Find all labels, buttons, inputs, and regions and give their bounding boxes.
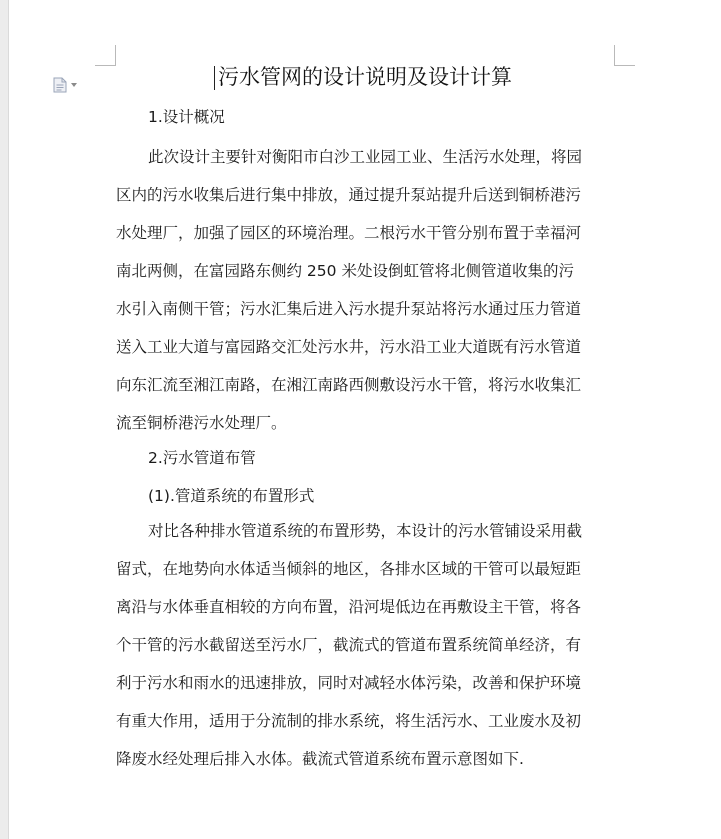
- document-line[interactable]: 利于污水和雨水的迅速排放，同时对减轻水体污染，改善和保护环境: [116, 674, 582, 692]
- document-paragraph-icon: [53, 77, 67, 93]
- document-line[interactable]: 离沿与水体垂直相较的方向布置，沿河堤低边在再敷设主干管，将各: [116, 598, 582, 616]
- document-line[interactable]: (1).管道系统的布置形式: [148, 487, 315, 505]
- document-line[interactable]: 降废水经处理后排入水体。截流式管道系统布置示意图如下.: [116, 750, 524, 768]
- document-line[interactable]: 水处理厂，加强了园区的环境治理。二根污水干管分别布置于幸福河: [116, 224, 582, 242]
- document-line[interactable]: 区内的污水收集后进行集中排放，通过提升泵站提升后送到铜桥港污: [116, 186, 582, 204]
- left-scroll-strip: [0, 0, 9, 839]
- document-line[interactable]: 流至铜桥港污水处理厂。: [116, 414, 287, 432]
- chevron-down-icon: [71, 83, 77, 87]
- document-title[interactable]: 污水管网的设计说明及设计计算: [218, 65, 512, 89]
- paragraph-marker-button[interactable]: [53, 76, 81, 94]
- document-line[interactable]: 向东汇流至湘江南路，在湘江南路西侧敷设污水干管，将污水收集汇: [116, 376, 582, 394]
- text-cursor: [214, 66, 215, 90]
- document-line[interactable]: 对比各种排水管道系统的布置形势，本设计的污水管铺设采用截: [148, 522, 583, 540]
- document-line[interactable]: 留式，在地势向水体适当倾斜的地区，各排水区域的干管可以最短距: [116, 560, 582, 578]
- document-line[interactable]: 水引入南侧干管；污水汇集后进入污水提升泵站将污水通过压力管道: [116, 300, 582, 318]
- document-line[interactable]: 1.设计概况: [148, 108, 225, 126]
- document-line[interactable]: 2.污水管道布管: [148, 449, 256, 467]
- document-line[interactable]: 个干管的污水截留送至污水厂，截流式的管道布置系统简单经济，有: [116, 636, 582, 654]
- document-line[interactable]: 南北两侧，在富园路东侧约 250 米处设倒虹管将北侧管道收集的污: [116, 262, 574, 280]
- document-line[interactable]: 送入工业大道与富园路交汇处污水井，污水沿工业大道既有污水管道: [116, 338, 582, 356]
- document-line[interactable]: 有重大作用，适用于分流制的排水系统，将生活污水、工业废水及初: [116, 712, 582, 730]
- document-line[interactable]: 此次设计主要针对衡阳市白沙工业园工业、生活污水处理，将园: [148, 148, 583, 166]
